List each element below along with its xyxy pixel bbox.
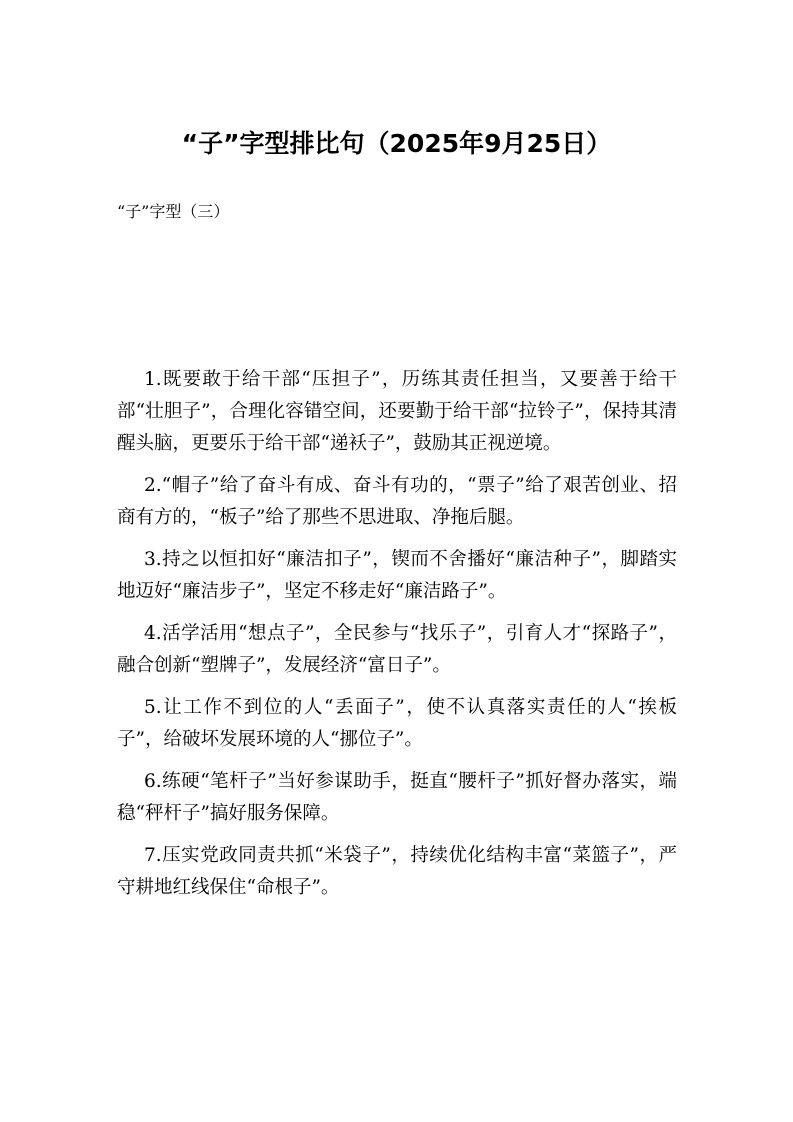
paragraph-7: 7.压实党政同责共抓“米袋子”，持续优化结构丰富“菜篮子”，严守耕地红线保住“命根子”。 — [117, 845, 677, 898]
paragraph-2: 2.“帽子”给了奋斗有成、奋斗有功的，“票子”给了艰苦创业、招商有方的，“板子”给了那些不思进取、净拖后腿。 — [117, 475, 677, 528]
paragraph-1: 1.既要敢于给干部“压担子”，历练其责任担当，又要善于给干部“壮胆子”，合理化容错空间，还要勤于给干部“拉铃子”，保持其清醒头脑，更要乐于给干部“递袄子”，鼓励其正视逆境。 — [117, 369, 677, 454]
paragraph-4: 4.活学活用“想点子”，全民参与“找乐子”，引育人才“探路子”，融合创新“塑牌子”，发展经济“富日子”。 — [117, 623, 677, 676]
document-subtitle: “子”字型（三） — [117, 202, 230, 221]
paragraph-5: 5.让工作不到位的人“丢面子”，使不认真落实责任的人“挨板子”，给破坏发展环境的人“挪位子”。 — [117, 697, 677, 750]
paragraph-3: 3.持之以恒扣好“廉洁扣子”，锲而不舍播好“廉洁种子”，脚踏实地迈好“廉洁步子”，坚定不移走好“廉洁路子”。 — [117, 549, 677, 602]
document-title: “子”字型排比句（2025年9月25日） — [181, 129, 612, 158]
paragraph-6: 6.练硬“笔杆子”当好参谋助手，挺直“腰杆子”抓好督办落实，端稳“秤杆子”搞好服务保障。 — [117, 771, 677, 824]
paragraph-list — [117, 364, 677, 914]
